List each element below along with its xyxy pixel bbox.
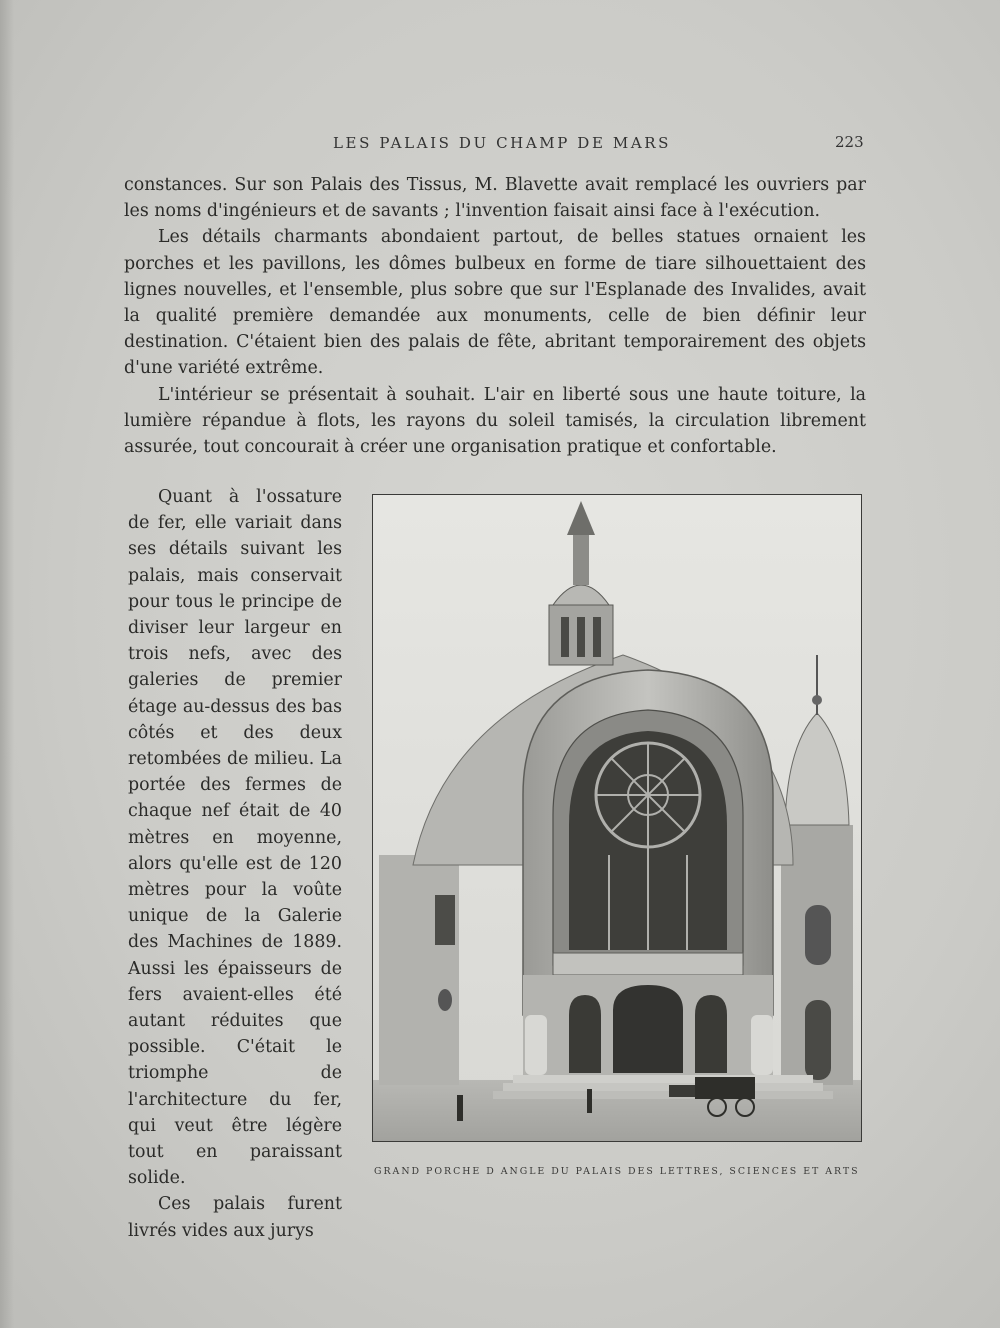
- page-number: 223: [835, 133, 864, 151]
- running-head: LES PALAIS DU CHAMP DE MARS: [333, 134, 672, 152]
- paragraph-details: Les détails charmants abondaient partout, de belles statues ornaient les porches et les pavillons, les dômes bulbeux en forme de tiare silhouettaient des lignes nouvelles, et l'ensemble, plus sobre que sur l'Esplanade des Invalides, avait la qualité première demandée aux monuments, celle de bien définir leur destination. C'étaient bien des palais de fête, abritant temporairement des objets d'une variété extrême.: [124, 227, 866, 379]
- figure-caption: GRAND PORCHE D ANGLE DU PALAIS DES LETTRES, SCIENCES ET ARTS: [374, 1166, 860, 1177]
- paragraph-interior: L'intérieur se présentait à souhait. L'air en liberté sous une haute toiture, la lumière répandue à flots, les rayons du soleil tamisés, la circulation librement assurée, tout concourait à créer une organisation pratique et confortable.: [124, 384, 866, 458]
- paragraph-continuation: constances. Sur son Palais des Tissus, M. Blavette avait remplacé les ouvriers par les noms d'ingénieurs et de savants ; l'invention faisait ainsi face à l'exécution.: [124, 175, 866, 222]
- side-text-column: [128, 484, 342, 1244]
- page-gutter-shadow: [0, 0, 14, 1328]
- main-text-block: [124, 172, 866, 460]
- paragraph-juries: Ces palais furent livrés vides aux jurys: [128, 1194, 342, 1241]
- building-photograph: [372, 494, 862, 1142]
- porch-illustration: [373, 495, 861, 1141]
- paragraph-iron-frame: Quant à l'ossature de fer, elle variait dans ses détails suivant les palais, mais conservait pour tous le principe de diviser leur largeur en trois nefs, avec des galeries de premier étage au-dessus des bas côtés et des deux retombées de milieu. La portée des fermes de chaque nef était de 40 mètres en moyenne, alors qu'elle est de 120 mètres pour la voûte unique de la Galerie des Machines de 1889. Aussi les épaisseurs de fers avaient-elles été autant réduites que possible. C'était le triomphe de l'architecture du fer, qui veut être légère tout en paraissant solide.: [128, 487, 342, 1189]
